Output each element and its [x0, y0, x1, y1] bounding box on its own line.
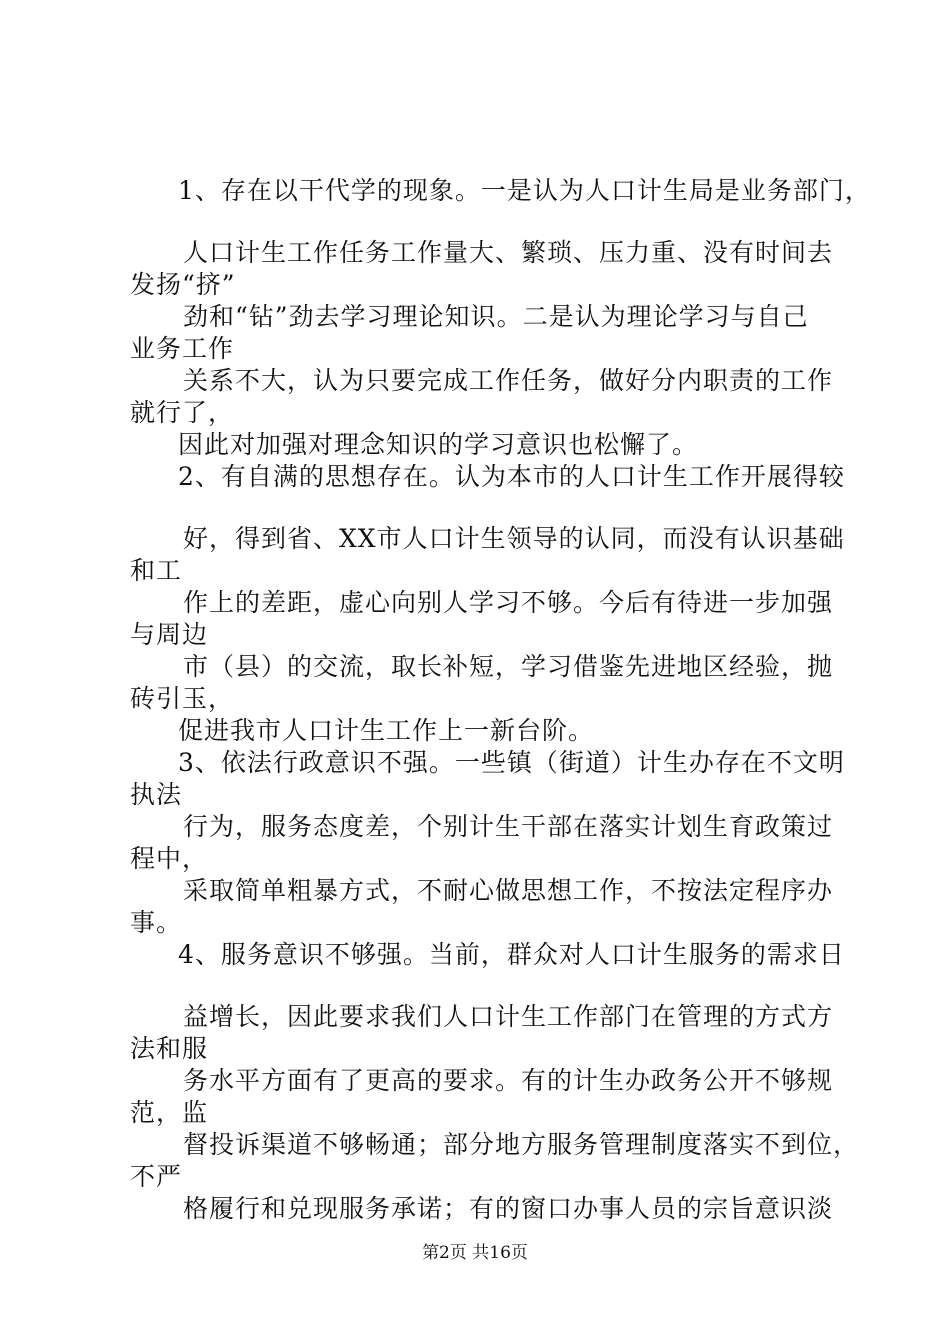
text-line-10: 好，得到省、XX市人口计生领导的认同，而没有认识基础 [183, 524, 845, 553]
text-line-23: 4、服务意识不够强。当前，群众对人口计生服务的需求日 [178, 940, 845, 969]
text-line-12: 作上的差距，虚心向别人学习不够。今后有待进一步加强 [183, 588, 834, 617]
text-line-28: 督投诉渠道不够畅通；部分地方服务管理制度落实不到位， [183, 1130, 860, 1159]
text-line-13: 与周边 [130, 620, 209, 649]
text-line-5: 业务工作 [130, 334, 235, 363]
text-line-30: 格履行和兑现服务承诺；有的窗口办事人员的宗旨意识淡 [183, 1194, 834, 1223]
text-line-29: 不严 [130, 1162, 183, 1191]
text-line-7: 就行了， [130, 398, 235, 427]
text-line-21: 采取简单粗暴方式，不耐心做思想工作，不按法定程序办 [183, 876, 834, 905]
text-line-16: 促进我市人口计生工作上一新台阶。 [178, 716, 595, 745]
text-line-6: 关系不大，认为只要完成工作任务，做好分内职责的工作 [183, 366, 834, 395]
text-line-25: 法和服 [130, 1034, 209, 1063]
text-line-1: 1、存在以干代学的现象。一是认为人口计生局是业务部门， [178, 176, 871, 205]
text-line-9: 2、有自满的思想存在。认为本市的人口计生工作开展得较 [178, 462, 845, 491]
text-line-3: 发扬“挤” [130, 270, 236, 299]
text-line-20: 程中， [130, 844, 209, 873]
text-line-2: 人口计生工作任务工作量大、繁琐、压力重、没有时间去 [183, 238, 834, 267]
page-footer: 第2页 共16页 [422, 1243, 528, 1263]
text-line-4: 劲和“钻”劲去学习理论知识。二是认为理论学习与自己 [183, 302, 809, 331]
text-line-26: 务水平方面有了更高的要求。有的计生办政务公开不够规 [183, 1066, 834, 1095]
text-line-19: 行为，服务态度差，个别计生干部在落实计划生育政策过 [183, 812, 834, 841]
text-line-15: 砖引玉， [130, 684, 235, 713]
text-line-11: 和工 [130, 556, 183, 585]
text-line-8: 因此对加强对理念知识的学习意识也松懈了。 [178, 430, 699, 459]
text-line-24: 益增长，因此要求我们人口计生工作部门在管理的方式方 [183, 1002, 834, 1031]
text-line-14: 市（县）的交流，取长补短，学习借鉴先进地区经验，抛 [183, 652, 834, 681]
text-line-18: 执法 [130, 780, 183, 809]
text-line-22: 事。 [130, 908, 183, 937]
text-line-17: 3、依法行政意识不强。一些镇（街道）计生办存在不文明 [178, 748, 845, 777]
text-line-27: 范，监 [130, 1098, 209, 1127]
